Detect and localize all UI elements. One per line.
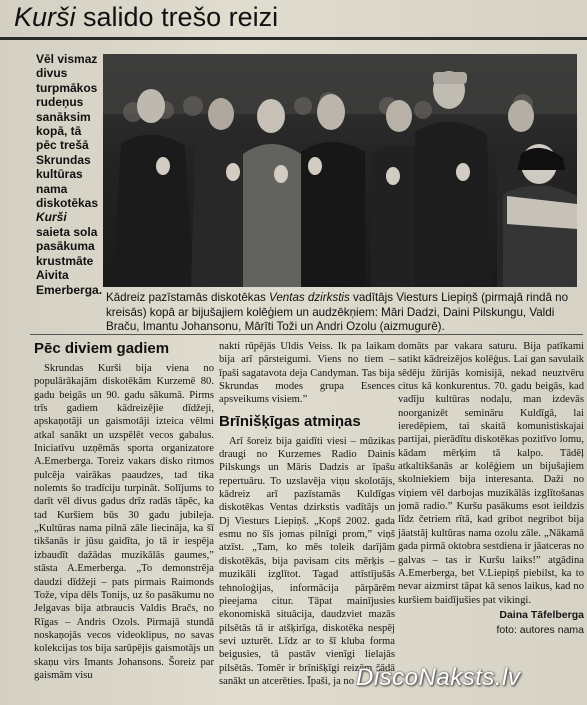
caption-part-2: vadītājs Viesturs Liepiņš (pirmajā rindā no kreisās) kopā ar bijušajiem kolēģiem un audzēkņiem: Māri Dadzi, Daini Pilskungu, Valdi Braču, Imantu Johansonu, Mārīti Toži un Andri Ozolu (aizmugurē).: [106, 291, 569, 333]
headline: [14, 0, 587, 34]
lede-text: [36, 52, 102, 297]
caption-italic: Ventas dzirkstis: [269, 291, 350, 304]
photo-illustration: [103, 54, 577, 287]
article-column-2: [219, 340, 395, 688]
section-divider: [30, 334, 583, 335]
group-photo: [103, 54, 577, 287]
headline-italic: Kurši: [14, 2, 76, 32]
column-2-text-b: Arī šoreiz bija gaidīti viesi – mūzikas draugi no Kurzemes Radio Dainis Pilskungs un Māris Dadzis ar īpašu repertuāru. To uzslavēja viņu skolotājs, kādreiz arī pazīstamās Kuldīgas diskotēkas Ventas dzirkstis vadītājs un Dj Viesturs Liepiņš. „Kopš 2002. gada esmu no šīs jomas pilnīgi prom,” viņš atzīst. „Tam, ko mēs toleik darījām diskotēkās, bija pavisam cits mērķis – muzikāli izglītot. Tagad attīstījušās tehnoloģijas, informācija pārpārēm pieejama citur. Tāpat mainījusies ekonomiskā situācija, daudzviet mazās pilsētās tā ir atšķirīga, diskotēka nespēj sevi uzturēt. Līdz ar to šī kluba forma beigusies, tā pastāv vienīgi lielajās pilsētās. Tomēr ir brīnišķīgi reizēm šādā sanākt un atcerēties. Īpaši, ja no: [219, 435, 395, 687]
lede-italic: Kurši: [36, 210, 67, 225]
lede-after: saieta sola pasākuma krustmāte Aivita Emerberga.: [36, 224, 103, 297]
subheading-1: Pēc diviem gadiem: [34, 340, 170, 357]
column-2-text-a: nakti rūpējās Uldis Veiss. Ik pa laikam bija arī pārsteigumi. Viens no tiem – īpaši sagatavota deja Candyman. Tas bija Skrundas modes grupa Esences apsveikums visiem.”: [219, 341, 395, 406]
headline-rule: [0, 37, 587, 40]
column-3-text: domāts par vakara saturu. Bija patīkami satikt kādreizējos kolēģus. Lai gan savulaik sēdēju žūrijās komisijā, nekad neuztvēru citus kā konkurentus. 70. gadu beigās, kad vadīju kultūras nodaļu, man izdevās noorganizēt semināru Kuldīgā, lai ieredēpiem, tai skaitā komunistiskajai partijai, pierādītu diskotēkas pozitīvo lomu, kādam mērķim tā kalpo. Tādēļ atkaltikšanās ar kolēģiem un bijušajiem skolniekiem bija interesanta. Daži no viņiem vēl darbojas muzikālās izglītošanas jomā radio.” Kuršu pasākums esot ieildzis līdz četriem rītā, kad gribot negribot bija jāatstāj kultūras nama ozolu zāle. „Nākamā gada pirmā oktobra sestdiena ir jāatceras no galvas – tas ir Kuršu laiks!” atgādina A.Emerberga, bet V.Liepiņš piebilst, ka to nevar aizmirst tāpat kā senos laikus, kad no kuršiem baidījušies pat vikingi.: [398, 341, 584, 606]
author-signature: Daina Tāfelberga: [499, 608, 584, 621]
subheading-2: Brīnišķīgas atmiņas: [219, 412, 361, 430]
headline-rest: salido trešo reizi: [75, 2, 279, 32]
article-column-3: [398, 340, 584, 638]
lede-before: Vēl vismaz divus turpmākos rudeņus sanāksim kopā, tā pēc trešā Skrundas kultūras nama diskotēkas: [36, 52, 99, 211]
photo-credit: foto: autores nama: [496, 624, 584, 637]
column-1-text: Skrundas Kurši bija viena no populārākajām diskotēkām Kurzemē 80. gadu beigās un 90. gadu sākumā. Pirms trīs gadiem kādreizējie dīdžeji, apskaņotāji un gaismotāji izteica vēlmi atkal sanākt un uzspēlēt vecos gabalus. Iniciatīvu uzņēmās sporta organizatore A.Emerberga. Toreiz vakars disko ritmos pulcēja vairākas paaudzes, tad tika nolemts šo tradīciju turpināt. Solījums to darīt vēl divus gadus drīz radās tāpēc, ka tad Kuršiem būs 30 gadu jubileja. „Kultūras nama pilnā zāle liecināja, ka šī tikšanās ir jūsu gaidīta, jo tā ir iespēja izbaudīt dažādas muzikālās gaumes,” stāsta A.Emerberga. „To demonstrēja daudzi dīdžeji – pats pirmais Raimonds Tože, vipa dēls Tonijs, uz šo pasākumu no Jelgavas bija atbraucis Valdis Bračs, no Rīgas – Andris Ozols. Pirmajā stundā noskaņojās vecos videoklipus, no savas kolekcijas tos bija sarūpējis gaismotājs un skaņu virs Imants Johansons. Šoreiz par gaismām visu: [34, 363, 214, 681]
article-column-1: [34, 340, 214, 682]
watermark: DiscoNaksts.lv: [356, 664, 521, 691]
caption-part-1: Kādreiz pazīstamās diskotēkas: [106, 291, 270, 304]
photo-caption: [106, 291, 580, 335]
